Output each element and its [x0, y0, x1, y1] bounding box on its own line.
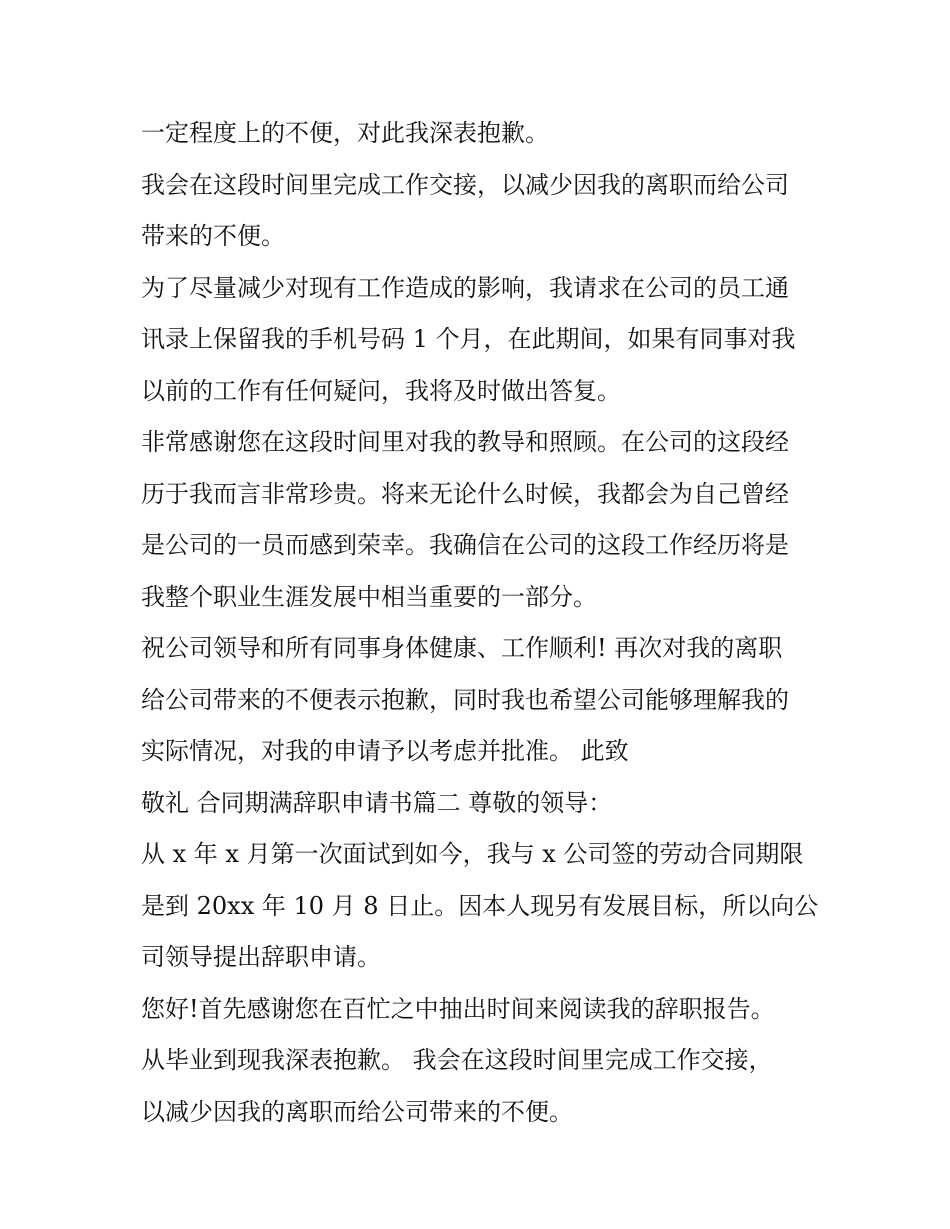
text-line: 一定程度上的不便，对此我深表抱歉。 — [141, 119, 549, 147]
text-line: 从毕业到现我深表抱歉。 我会在这段时间里完成工作交接， — [141, 1046, 773, 1074]
text-line: 历于我而言非常珍贵。将来无论什么时候，我都会为自己曾经 — [141, 479, 789, 508]
text-line: 非常感谢您在这段时间里对我的教导和照顾。在公司的这段经 — [141, 428, 789, 456]
document-body — [141, 108, 821, 1138]
text-line: 是到 20xx 年 10 月 8 日止。因本人现另有发展目标，所以向公 — [141, 891, 819, 920]
text-line: 我会在这段时间里完成工作交接，以减少因我的离职而给公司 — [141, 170, 789, 199]
text-line: 以前的工作有任何疑问，我将及时做出答复。 — [141, 376, 621, 405]
text-line: 实际情况，对我的申请予以考虑并批准。 此致 — [141, 737, 629, 765]
text-line: 司领导提出辞职申请。 — [141, 943, 381, 971]
text-line: 我整个职业生涯发展中相当重要的一部分。 — [141, 582, 597, 611]
text-line: 从 x 年 x 月第一次面试到如今，我与 x 公司签的劳动合同期限 — [141, 840, 804, 868]
text-line: 是公司的一员而感到荣幸。我确信在公司的这段工作经历将是 — [141, 531, 789, 559]
text-line: 给公司带来的不便表示抱歉，同时我也希望公司能够理解我的 — [141, 685, 789, 714]
text-line: 讯录上保留我的手机号码 1 个月，在此期间，如果有同事对我 — [141, 325, 796, 353]
text-line: 您好!首先感谢您在百忙之中抽出时间来阅读我的辞职报告。 — [141, 994, 775, 1023]
text-line: 以减少因我的离职而给公司带来的不便。 — [141, 1097, 573, 1126]
text-line: 为了尽量减少对现有工作造成的影响，我请求在公司的员工通 — [141, 273, 789, 302]
text-line: 带来的不便。 — [141, 222, 285, 250]
text-line: 敬礼 合同期满辞职申请书篇二 尊敬的领导： — [141, 788, 613, 817]
text-line: 祝公司领导和所有同事身体健康、工作顺利! 再次对我的离职 — [141, 634, 783, 662]
